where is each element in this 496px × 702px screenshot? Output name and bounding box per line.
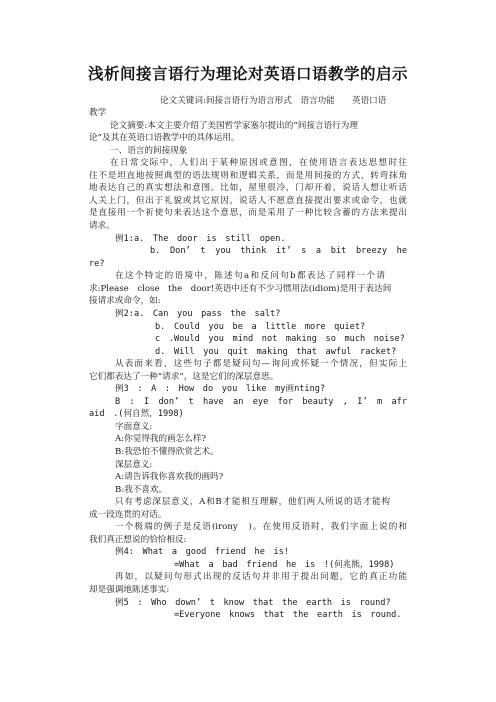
paragraph-line: 往不是坦直地按照典型的语法规则和逻辑关系，而是用间接的方式，转弯抹角 bbox=[89, 171, 407, 181]
paragraph-line: 在日常交际中，人们出于某种原因或意图，在使用语言表达思想时往 bbox=[110, 158, 407, 168]
example-line: 例5 : Who down’ t know that the earth is round? bbox=[115, 598, 391, 608]
example-line: aid .(何自然，1998) bbox=[89, 409, 184, 419]
example-line: d. Will you quit making that awful racket? bbox=[155, 347, 397, 357]
paper-title: 浅析间接言语行为理论对英语口语教学的启示 bbox=[87, 65, 408, 83]
example-line: b. Don’ t you think it’ s a bit breezy he bbox=[150, 246, 407, 256]
example-line: 例2:a. Can you pass the salt? bbox=[115, 309, 281, 319]
example-line: =What a bad friend he is !(何兆熊，1998) bbox=[174, 560, 395, 570]
example-line: re? bbox=[89, 259, 105, 269]
paragraph-line: 接请求或命令，如: bbox=[89, 296, 161, 306]
paragraph-line: 一个极端的例子是反语(irony )。在使用反语时，我们字面上说的和 bbox=[115, 522, 407, 532]
example-line: c .Would you mind not making so much noise? bbox=[155, 334, 405, 344]
example-line: A:你觉得我的画怎么样? bbox=[115, 434, 207, 444]
paragraph-line: 从表面来看，这些句子都是疑问句—询问或怀疑一个情况，但实际上 bbox=[115, 359, 407, 369]
section-heading: 一、语言的间接现象 bbox=[110, 146, 188, 156]
paragraph-line: 人关上门，但出于礼貌或其它原因，说话人不愿意直接提出要求或命令，也就 bbox=[89, 196, 407, 206]
paragraph-line: 成一段连贯的对话。 bbox=[89, 510, 167, 520]
example-line: B : I don’ t have an eye for beauty , I’ m afr bbox=[115, 397, 407, 407]
example-line: 例3 : A : How do you like my画nting? bbox=[115, 384, 326, 394]
example-line: =Everyone knows that the earth is round. bbox=[174, 610, 402, 620]
example-line: b. Could you be a little more quiet? bbox=[155, 322, 366, 332]
example-line: 例1:a. The door is still open. bbox=[115, 234, 286, 244]
keywords-line: 论文关键词:间接言语行为语言形式 语言功能 英语口语 bbox=[160, 96, 387, 106]
paragraph-line: 是直接用一个祈使句来表达这个意思，而是采用了一种比较含蓄的方法来提出 bbox=[89, 208, 407, 218]
paragraph-line: 请求。 bbox=[89, 221, 115, 231]
example-line: 字面意义: bbox=[115, 422, 153, 432]
abstract-line: 论文摘要:本文主要介绍了美国哲学家塞尔提出的“间接言语行为理 bbox=[110, 121, 358, 131]
example-line: B:我恐怕不懂得欣赏艺术。 bbox=[115, 447, 219, 457]
example-line: 例4: What a good friend he is! bbox=[115, 547, 289, 557]
paragraph-line: 只有考虑深层意义，A和B才能相互理解，他们两人所说的话才能构 bbox=[115, 497, 390, 507]
paragraph-line: 求:Please close the door!英语中还有不少习惯用法(idiom)是用于表达间 bbox=[89, 284, 392, 294]
example-line: B:我不喜欢。 bbox=[115, 485, 168, 495]
example-line: A:请告诉我你喜欢我的画吗? bbox=[115, 472, 224, 482]
example-line: 深层意义: bbox=[115, 460, 153, 470]
paragraph-line: 在这个特定的语境中，陈述句a和反问句b都表达了同样一个请 bbox=[115, 271, 385, 281]
keywords-line-cont: 教学 bbox=[89, 108, 107, 118]
paragraph-line: 它们都表达了一种“请求”，这是它们的深层意思。 bbox=[89, 372, 279, 382]
abstract-line-cont: 论”及其在英语口语教学中的具体运用。 bbox=[89, 133, 240, 143]
paragraph-line: 再如，以疑问句形式出现的反话句并非用于提出问题，它的真正功能 bbox=[115, 572, 407, 582]
paragraph-line: 地表达自己的真实想法和意图。比如，屋里很冷，门却开着，说话人想让听话 bbox=[89, 183, 407, 193]
paragraph-line: 却是强调地陈述事实: bbox=[89, 585, 170, 595]
paragraph-line: 我们真正想说的恰恰相反: bbox=[89, 535, 187, 545]
